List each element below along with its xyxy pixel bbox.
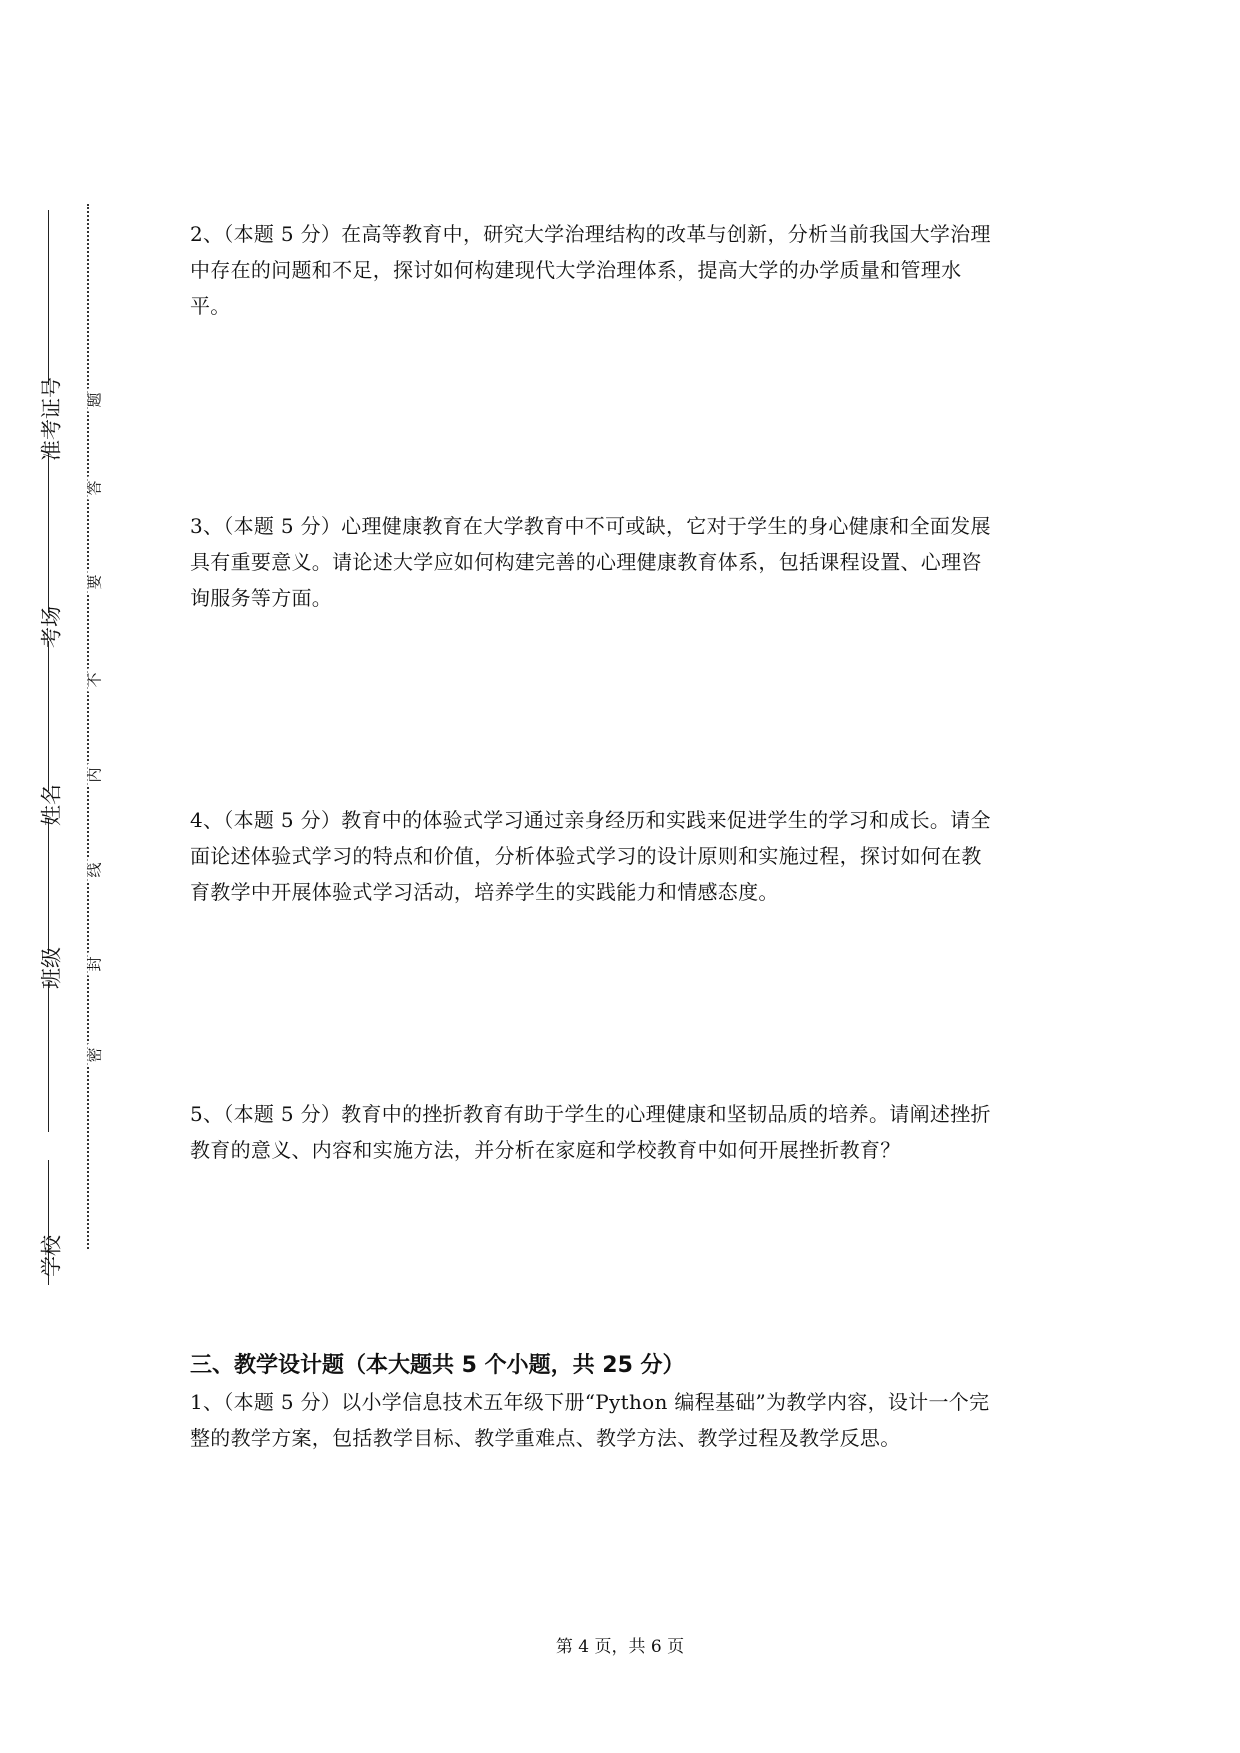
question-line: 1、（本题 5 分）以小学信息技术五年级下册“Python 编程基础”为教学内容，设计一个完 — [190, 1390, 990, 1414]
question-line: 5、（本题 5 分）教育中的挫折教育有助于学生的心理健康和坚韧品质的培养。请阐述挫折 — [190, 1102, 991, 1126]
section-title: 三、教学设计题（本大题共 5 个小题，共 25 分） — [190, 1353, 685, 1378]
question-line: 教育的意义、内容和实施方法，并分析在家庭和学校教育中如何开展挫折教育？ — [190, 1138, 901, 1162]
seal-char: 线 — [88, 858, 103, 881]
field-underline — [48, 210, 49, 385]
field-label-name: 姓名 — [39, 784, 64, 826]
question-4 — [190, 802, 1070, 910]
page-footer: 第 4 页，共 6 页 — [555, 1637, 685, 1657]
binding-margin — [0, 0, 110, 1753]
question-line: 具有重要意义。请论述大学应如何构建完善的心理健康教育体系，包括课程设置、心理咨 — [190, 550, 982, 574]
section3-question-1 — [190, 1384, 1070, 1456]
question-line: 4、（本题 5 分）教育中的体验式学习通过亲身经历和实践来促进学生的学习和成长。请全 — [190, 808, 991, 832]
field-underline — [48, 819, 49, 954]
question-2 — [190, 216, 1070, 324]
candidate-info-fields — [26, 210, 72, 1290]
field-underline — [48, 641, 49, 791]
question-3 — [190, 508, 1070, 616]
seal-dotted-line — [87, 204, 93, 1249]
field-label-exam-number: 准考证号 — [39, 377, 64, 461]
seal-char: 答 — [88, 476, 103, 499]
seal-char: 内 — [88, 763, 103, 786]
field-underline — [48, 453, 49, 613]
question-line: 中存在的问题和不足，探讨如何构建现代大学治理体系，提高大学的办学质量和管理水 — [190, 258, 962, 282]
question-line: 育教学中开展体验式学习活动，培养学生的实践能力和情感态度。 — [190, 880, 779, 904]
field-label-class: 班级 — [39, 947, 64, 989]
seal-char: 密 — [88, 1043, 103, 1066]
field-underline — [48, 982, 49, 1132]
question-line: 3、（本题 5 分）心理健康教育在大学教育中不可或缺，它对于学生的身心健康和全面发展 — [190, 514, 991, 538]
seal-char: 要 — [88, 570, 103, 593]
question-5 — [190, 1096, 1070, 1168]
question-line: 2、（本题 5 分）在高等教育中，研究大学治理结构的改革与创新，分析当前我国大学治理 — [190, 222, 991, 246]
question-line: 整的教学方案，包括教学目标、教学重难点、教学方法、教学过程及教学反思。 — [190, 1426, 901, 1450]
seal-char: 题 — [88, 388, 103, 411]
question-line: 平。 — [190, 294, 231, 318]
field-label-exam-room: 考场 — [39, 606, 64, 648]
question-line: 询服务等方面。 — [190, 586, 333, 610]
seal-char: 封 — [88, 952, 103, 975]
field-label-school: 学校 — [39, 1235, 64, 1277]
seal-char: 不 — [88, 668, 103, 691]
question-line: 面论述体验式学习的特点和价值，分析体验式学习的设计原则和实施过程，探讨如何在教 — [190, 844, 982, 868]
